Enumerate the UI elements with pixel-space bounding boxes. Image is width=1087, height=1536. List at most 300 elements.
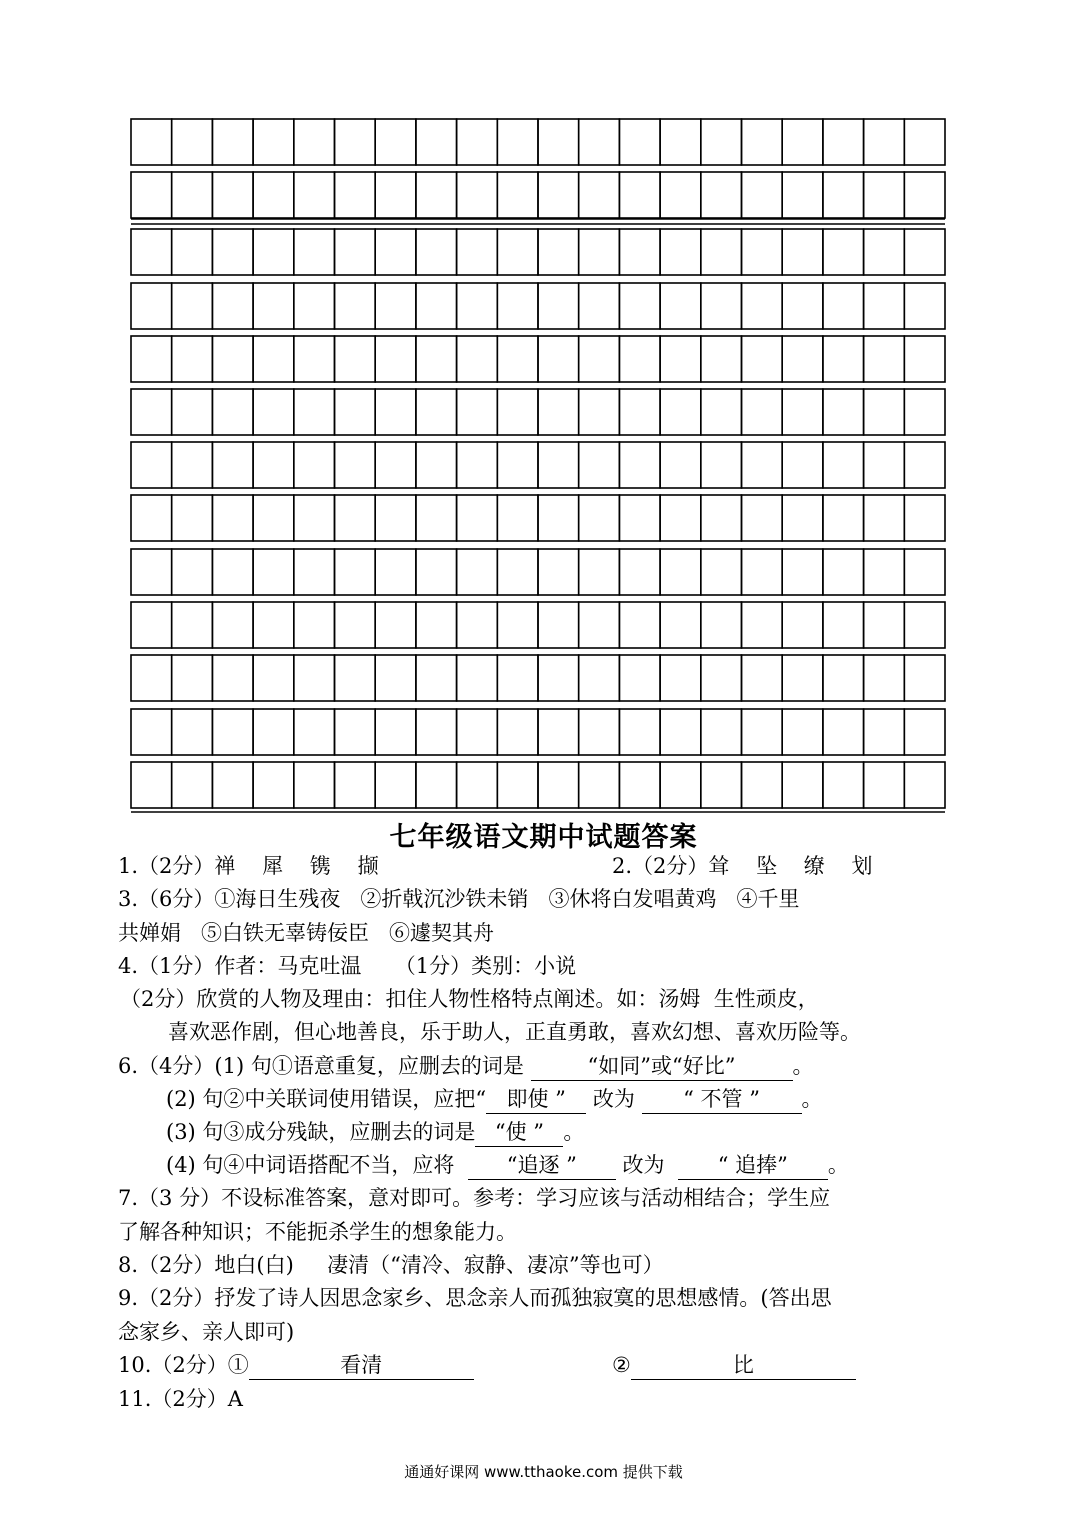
grid-cell <box>457 709 498 755</box>
grid-cell <box>742 336 783 382</box>
grid-cell <box>335 172 376 218</box>
grid-cell <box>538 442 579 488</box>
grid-cell <box>904 283 945 329</box>
answer-q7-line2: 了解各种知识；不能扼杀学生的想象能力。 <box>118 1220 517 1244</box>
footer-credit: 通通好课网 www.tthaoke.com 提供下载 <box>404 1463 683 1481</box>
answer-q6-3 <box>166 1122 584 1147</box>
grid-cell <box>416 389 457 435</box>
q6-2-answer-a: 即使 ” <box>486 1089 586 1114</box>
page-title: 七年级语文期中试题答案 <box>389 822 698 853</box>
grid-cell <box>660 172 701 218</box>
grid-cell <box>864 119 905 165</box>
grid-cell <box>457 549 498 595</box>
answer-q11: 11.（2分）A <box>118 1387 243 1411</box>
grid-cell <box>212 336 253 382</box>
grid-cell <box>457 119 498 165</box>
grid-cell <box>253 119 294 165</box>
grid-cell <box>742 762 783 808</box>
grid-cell <box>579 655 620 701</box>
grid-cell <box>131 495 172 541</box>
grid-cell <box>742 442 783 488</box>
grid-cell <box>375 442 416 488</box>
grid-cell <box>782 442 823 488</box>
grid-cell <box>335 709 376 755</box>
q6-3-period: 。 <box>563 1120 585 1144</box>
grid-cell <box>538 389 579 435</box>
grid-cell <box>375 602 416 648</box>
grid-cell <box>294 336 335 382</box>
grid-cell <box>294 229 335 275</box>
grid-cell <box>131 336 172 382</box>
answer-q4-line1: 4.（1分）作者：马克吐温 （1分）类别：小说 <box>118 954 577 978</box>
grid-cell <box>619 336 660 382</box>
grid-cell <box>864 389 905 435</box>
grid-cell <box>497 655 538 701</box>
grid-cell <box>335 283 376 329</box>
grid-cell <box>782 709 823 755</box>
q10-prefix: 10.（2分）① <box>118 1353 249 1377</box>
grid-cell <box>660 762 701 808</box>
grid-cell <box>579 229 620 275</box>
grid-cell <box>742 602 783 648</box>
grid-cell <box>294 495 335 541</box>
grid-cell <box>131 602 172 648</box>
grid-cell <box>416 655 457 701</box>
answer-q6-2 <box>166 1089 823 1114</box>
grid-cell <box>497 283 538 329</box>
q6-4-answer-a: “追逐 ” <box>468 1155 616 1180</box>
grid-cell <box>335 549 376 595</box>
grid-cell <box>212 655 253 701</box>
grid-cell <box>294 172 335 218</box>
grid-cell <box>294 602 335 648</box>
grid-cell <box>904 172 945 218</box>
q6-4-prefix: (4) 句④中词语搭配不当，应将 <box>166 1153 455 1177</box>
grid-cell <box>782 549 823 595</box>
grid-cell <box>742 495 783 541</box>
grid-cell <box>375 389 416 435</box>
grid-cell <box>497 172 538 218</box>
grid-cell <box>864 442 905 488</box>
grid-cell <box>660 442 701 488</box>
grid-cell <box>782 172 823 218</box>
grid-cell <box>904 762 945 808</box>
grid-cell <box>782 229 823 275</box>
grid-cell <box>172 549 213 595</box>
grid-cell <box>660 283 701 329</box>
grid-cell <box>864 283 905 329</box>
grid-cell <box>538 762 579 808</box>
grid-cell <box>579 336 620 382</box>
grid-cell <box>253 762 294 808</box>
q10-answer-a: 看清 <box>249 1355 474 1380</box>
q6-1-prefix: 6.（4分）(1) 句①语意重复，应删去的词是 <box>118 1054 524 1078</box>
grid-cell <box>904 229 945 275</box>
grid-cell <box>904 655 945 701</box>
answer-q2 <box>612 856 873 877</box>
grid-cell <box>579 602 620 648</box>
grid-cell <box>660 229 701 275</box>
answer-q10-part2 <box>612 1355 856 1380</box>
grid-cell <box>904 709 945 755</box>
grid-cell <box>416 283 457 329</box>
grid-cell <box>742 709 783 755</box>
q6-4-period: 。 <box>827 1153 849 1177</box>
grid-cell <box>904 549 945 595</box>
grid-cell <box>457 602 498 648</box>
grid-cell <box>335 602 376 648</box>
grid-cell <box>864 655 905 701</box>
grid-cell <box>294 283 335 329</box>
grid-row <box>131 709 945 755</box>
grid-cell <box>497 602 538 648</box>
grid-cell <box>375 709 416 755</box>
grid-cell <box>416 336 457 382</box>
grid-cell <box>904 442 945 488</box>
grid-cell <box>538 495 579 541</box>
grid-cell <box>538 602 579 648</box>
grid-cell <box>172 709 213 755</box>
grid-cell <box>212 495 253 541</box>
grid-cell <box>538 655 579 701</box>
grid-cell <box>579 442 620 488</box>
grid-cell <box>701 549 742 595</box>
grid-cell <box>619 389 660 435</box>
grid-cell <box>335 119 376 165</box>
grid-cell <box>660 655 701 701</box>
grid-cell <box>579 283 620 329</box>
grid-cell <box>864 762 905 808</box>
answer-q4-line3: 喜欢恶作剧，但心地善良，乐于助人，正直勇敢，喜欢幻想、喜欢历险等。 <box>168 1020 861 1044</box>
grid-cell <box>457 442 498 488</box>
q6-2-prefix: (2) 句②中关联词使用错误，应把“ <box>166 1087 487 1111</box>
grid-cell <box>212 602 253 648</box>
grid-cell <box>579 762 620 808</box>
grid-cell <box>131 119 172 165</box>
grid-cell <box>172 602 213 648</box>
grid-cell <box>457 389 498 435</box>
grid-cell <box>904 336 945 382</box>
grid-cell <box>701 172 742 218</box>
grid-cell <box>212 549 253 595</box>
q6-2-period: 。 <box>801 1087 823 1111</box>
grid-cell <box>619 602 660 648</box>
grid-cell <box>335 229 376 275</box>
answer-q3-line2: 共婵娟 ⑤白铁无辜铸佞臣 ⑥遽契其舟 <box>118 921 495 945</box>
q6-2-answer-b: “ 不管 ” <box>642 1089 802 1114</box>
q10-answer-b: 比 <box>631 1355 856 1380</box>
grid-cell <box>497 549 538 595</box>
grid-cell <box>253 229 294 275</box>
grid-cell <box>864 229 905 275</box>
q6-3-answer: “使 ” <box>475 1122 563 1147</box>
grid-cell <box>416 762 457 808</box>
grid-cell <box>335 442 376 488</box>
grid-cell <box>375 336 416 382</box>
grid-cell <box>579 389 620 435</box>
grid-cell <box>294 389 335 435</box>
grid-cell <box>497 709 538 755</box>
grid-row <box>131 762 945 808</box>
grid-cell <box>131 762 172 808</box>
answer-q4-line2: （2分）欣赏的人物及理由：扣住人物性格特点阐述。如：汤姆 生性顽皮， <box>120 987 819 1011</box>
grid-cell <box>660 602 701 648</box>
grid-cell <box>742 119 783 165</box>
grid-row <box>131 336 945 382</box>
answer-q6-4 <box>166 1155 849 1180</box>
grid-cell <box>172 495 213 541</box>
grid-cell <box>497 336 538 382</box>
grid-cell <box>131 172 172 218</box>
grid-cell <box>335 389 376 435</box>
grid-cell <box>579 119 620 165</box>
grid-cell <box>701 709 742 755</box>
q6-1-answer: “如同”或“好比” <box>531 1056 793 1081</box>
grid-cell <box>294 709 335 755</box>
answer-q2-text: 2.（2分）耸 坠 缭 划 <box>612 854 873 878</box>
grid-cell <box>823 172 864 218</box>
grid-cell <box>294 655 335 701</box>
grid-cell <box>294 442 335 488</box>
grid-cell <box>823 602 864 648</box>
q6-2-mid: 改为 <box>592 1087 635 1111</box>
grid-cell <box>660 119 701 165</box>
grid-cell <box>579 172 620 218</box>
grid-row <box>131 389 945 435</box>
grid-row <box>131 495 945 541</box>
grid-cell <box>253 283 294 329</box>
grid-cell <box>375 495 416 541</box>
grid-cell <box>823 442 864 488</box>
grid-cell <box>823 119 864 165</box>
grid-cell <box>416 495 457 541</box>
grid-cell <box>538 229 579 275</box>
grid-cell <box>253 442 294 488</box>
grid-cell <box>701 283 742 329</box>
grid-cell <box>619 172 660 218</box>
grid-cell <box>457 655 498 701</box>
grid-cell <box>538 709 579 755</box>
grid-cell <box>660 495 701 541</box>
answer-q6-1 <box>118 1056 814 1081</box>
grid-cell <box>375 762 416 808</box>
grid-cell <box>782 119 823 165</box>
grid-cell <box>660 549 701 595</box>
grid-cell <box>253 495 294 541</box>
grid-cell <box>619 283 660 329</box>
grid-cell <box>375 229 416 275</box>
grid-cell <box>131 283 172 329</box>
grid-cell <box>579 549 620 595</box>
q6-1-period: 。 <box>792 1054 814 1078</box>
grid-cell <box>823 283 864 329</box>
grid-cell <box>701 762 742 808</box>
grid-cell <box>253 549 294 595</box>
grid-cell <box>742 283 783 329</box>
grid-cell <box>212 283 253 329</box>
q10-mark-2: ② <box>612 1353 631 1377</box>
grid-cell <box>742 172 783 218</box>
grid-cell <box>823 655 864 701</box>
grid-cell <box>701 389 742 435</box>
grid-cell <box>619 229 660 275</box>
grid-cell <box>457 172 498 218</box>
grid-cell <box>375 283 416 329</box>
grid-cell <box>742 389 783 435</box>
grid-cell <box>823 709 864 755</box>
grid-cell <box>497 119 538 165</box>
grid-cell <box>619 762 660 808</box>
grid-cell <box>131 549 172 595</box>
grid-cell <box>253 709 294 755</box>
answer-q7-line1: 7.（3 分）不设标准答案，意对即可。参考：学习应该与活动相结合；学生应 <box>118 1186 831 1210</box>
answer-q1-text: 1.（2分）禅 犀 镌 撷 <box>118 854 379 878</box>
grid-cell <box>823 549 864 595</box>
grid-cell <box>782 602 823 648</box>
answer-q9-line2: 念家乡、亲人即可) <box>118 1320 295 1344</box>
grid-cell <box>538 283 579 329</box>
grid-cell <box>497 442 538 488</box>
grid-cell <box>416 442 457 488</box>
grid-row <box>131 119 945 165</box>
grid-cell <box>538 549 579 595</box>
grid-cell <box>864 602 905 648</box>
grid-cell <box>172 229 213 275</box>
grid-cell <box>701 119 742 165</box>
grid-cell <box>742 655 783 701</box>
grid-row <box>131 442 945 488</box>
grid-cell <box>579 495 620 541</box>
grid-cell <box>782 762 823 808</box>
grid-cell <box>172 119 213 165</box>
grid-cell <box>253 336 294 382</box>
grid-cell <box>782 336 823 382</box>
grid-cell <box>212 709 253 755</box>
grid-cell <box>619 495 660 541</box>
grid-cell <box>457 283 498 329</box>
grid-cell <box>416 119 457 165</box>
grid-cell <box>172 442 213 488</box>
grid-cell <box>742 549 783 595</box>
grid-cell <box>701 336 742 382</box>
grid-cell <box>294 549 335 595</box>
grid-cell <box>864 495 905 541</box>
grid-cell <box>864 709 905 755</box>
grid-cell <box>904 602 945 648</box>
grid-cell <box>375 655 416 701</box>
grid-cell <box>864 549 905 595</box>
grid-cell <box>172 762 213 808</box>
grid-cell <box>701 442 742 488</box>
grid-cell <box>172 389 213 435</box>
grid-cell <box>416 602 457 648</box>
grid-cell <box>457 336 498 382</box>
grid-cell <box>457 762 498 808</box>
grid-cell <box>416 709 457 755</box>
grid-cell <box>619 655 660 701</box>
grid-cell <box>619 119 660 165</box>
answer-q8: 8.（2分）地白(白) 凄清（“清冷、寂静、凄凉”等也可） <box>118 1253 664 1277</box>
grid-cell <box>864 172 905 218</box>
grid-cell <box>701 495 742 541</box>
grid-cell <box>660 336 701 382</box>
grid-cell <box>212 172 253 218</box>
grid-cell <box>497 229 538 275</box>
grid-cell <box>172 336 213 382</box>
answer-q1 <box>118 856 379 877</box>
grid-cell <box>823 762 864 808</box>
q6-3-prefix: (3) 句③成分残缺，应删去的词是 <box>166 1120 476 1144</box>
grid-cell <box>823 495 864 541</box>
grid-cell <box>823 229 864 275</box>
q6-4-answer-b: “ 追捧” <box>678 1155 828 1180</box>
grid-cell <box>294 119 335 165</box>
grid-cell <box>782 655 823 701</box>
grid-cell <box>904 495 945 541</box>
answer-q10 <box>118 1355 474 1380</box>
grid-cell <box>253 602 294 648</box>
grid-row <box>131 549 945 595</box>
grid-cell <box>823 389 864 435</box>
grid-cell <box>212 762 253 808</box>
grid-cell <box>253 172 294 218</box>
grid-cell <box>212 442 253 488</box>
grid-cell <box>375 549 416 595</box>
grid-cell <box>375 119 416 165</box>
grid-cell <box>904 119 945 165</box>
grid-cell <box>416 172 457 218</box>
grid-cell <box>782 389 823 435</box>
grid-cell <box>457 495 498 541</box>
grid-cell <box>619 709 660 755</box>
grid-cell <box>131 389 172 435</box>
grid-cell <box>335 655 376 701</box>
grid-cell <box>253 655 294 701</box>
grid-cell <box>497 495 538 541</box>
grid-cell <box>538 119 579 165</box>
grid-cell <box>416 229 457 275</box>
grid-cell <box>375 172 416 218</box>
grid-cell <box>294 762 335 808</box>
grid-row <box>131 283 945 329</box>
grid-cell <box>701 655 742 701</box>
grid-cell <box>131 442 172 488</box>
grid-cell <box>579 709 620 755</box>
grid-cell <box>538 336 579 382</box>
grid-cell <box>335 762 376 808</box>
grid-cell <box>701 229 742 275</box>
grid-cell <box>172 655 213 701</box>
grid-cell <box>742 229 783 275</box>
grid-cell <box>131 709 172 755</box>
grid-row <box>131 655 945 701</box>
q6-4-mid: 改为 <box>622 1153 665 1177</box>
grid-cell <box>335 336 376 382</box>
grid-cell <box>823 336 864 382</box>
grid-cell <box>782 283 823 329</box>
grid-cell <box>904 389 945 435</box>
grid-cell <box>538 172 579 218</box>
grid-row <box>131 602 945 648</box>
grid-cell <box>864 336 905 382</box>
grid-cell <box>212 389 253 435</box>
grid-cell <box>701 602 742 648</box>
grid-cell <box>335 495 376 541</box>
grid-row <box>131 172 945 218</box>
grid-cell <box>619 442 660 488</box>
grid-cell <box>660 709 701 755</box>
grid-cell <box>660 389 701 435</box>
